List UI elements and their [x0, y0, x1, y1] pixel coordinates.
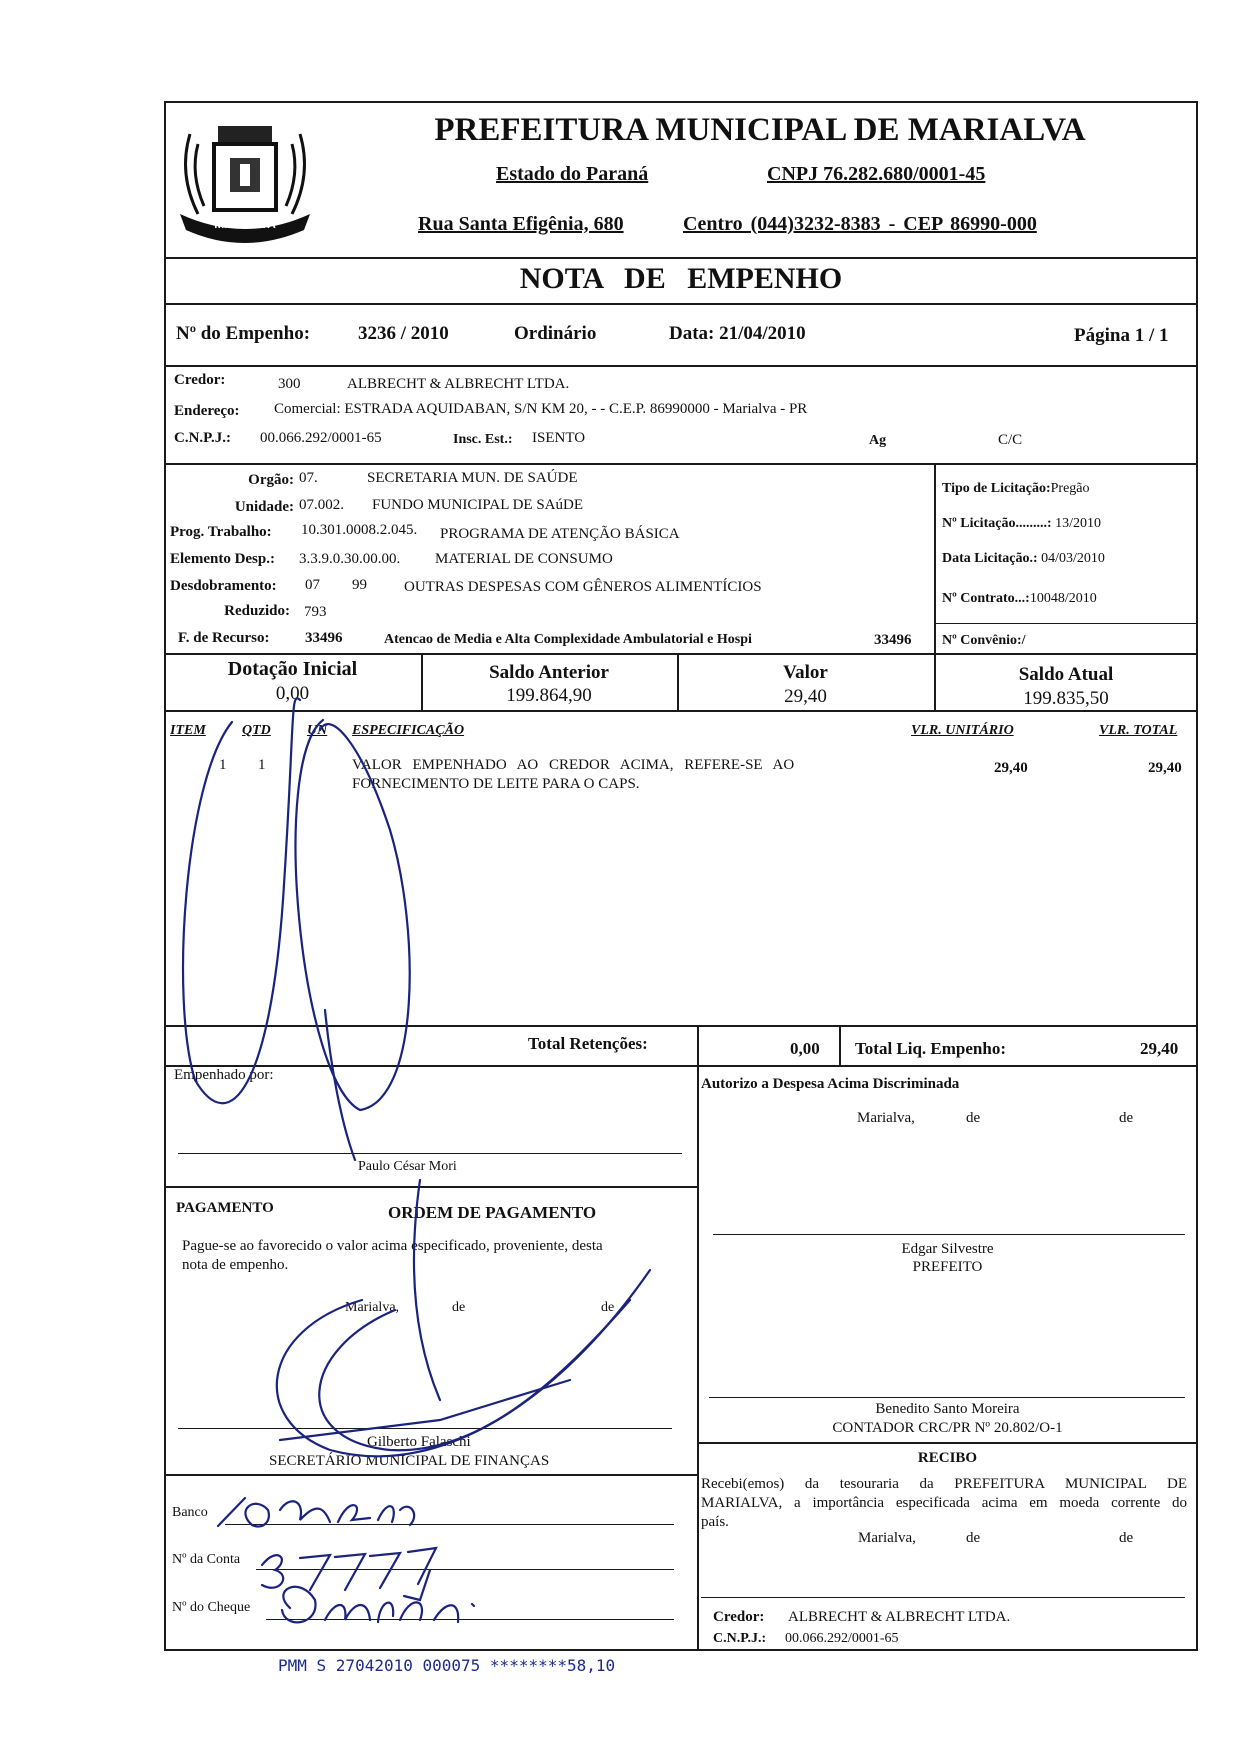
signature-line	[709, 1397, 1185, 1398]
empenho-date: Data: 21/04/2010	[669, 323, 806, 344]
saldo-anterior-label: Saldo Anterior	[489, 662, 609, 683]
numero-licitacao: Nº Licitação.........: 13/2010	[942, 516, 1101, 531]
elemento-label: Elemento Desp.:	[170, 551, 275, 567]
signature-line	[178, 1428, 672, 1429]
orgao-code: 07.	[299, 470, 318, 486]
autorizo-place: Marialva,	[857, 1110, 915, 1126]
divider	[697, 1442, 1198, 1444]
contador-signer: Benedito Santo Moreira	[875, 1401, 1020, 1417]
saldo-atual-value: 199.835,50	[1023, 688, 1109, 709]
divider	[164, 653, 1198, 655]
recibo-line-3: país.	[701, 1514, 729, 1530]
recurso-name: Atencao de Media e Alta Complexidade Ambulatorial e Hospi	[384, 632, 752, 647]
saldo-atual-label: Saldo Atual	[1018, 664, 1114, 685]
divider	[839, 1025, 841, 1065]
pagamento-de-2: de	[601, 1300, 615, 1315]
valor-value: 29,40	[784, 686, 827, 707]
recibo-de-2: de	[1119, 1530, 1134, 1546]
orgao-label: Orgão:	[248, 472, 294, 488]
page-title: PREFEITURA MUNICIPAL DE MARIALVA	[434, 112, 1086, 148]
pagamento-place: Marialva,	[345, 1300, 400, 1315]
divider	[934, 623, 1198, 624]
pagamento-title: PAGAMENTO	[176, 1200, 274, 1216]
row-qtd: 1	[258, 757, 266, 773]
prog-code: 10.301.0008.2.045.	[301, 522, 418, 538]
data-licitacao: Data Licitação.: 04/03/2010	[942, 551, 1105, 566]
dotacao-value: 0,00	[275, 683, 310, 704]
credor-label: Credor:	[174, 372, 226, 388]
desdobramento-sub: 99	[352, 577, 367, 593]
document-title: NOTA DE EMPENHO	[519, 262, 843, 295]
saldo-anterior-value: 199.864,90	[506, 685, 592, 706]
elemento-name: MATERIAL DE CONSUMO	[435, 551, 613, 567]
recibo-cnpj: 00.066.292/0001-65	[785, 1631, 899, 1646]
seal-text: MARIALVA	[214, 217, 276, 231]
municipal-seal	[170, 104, 320, 254]
divider	[164, 1186, 697, 1188]
pagamento-text-1: Pague-se ao favorecido o valor acima especificado, proveniente, desta	[182, 1238, 603, 1254]
conta-field-line	[256, 1569, 674, 1570]
recibo-de-1: de	[966, 1530, 981, 1546]
retencoes-label: Total Retenções:	[528, 1034, 648, 1053]
divider	[164, 1474, 697, 1476]
row-spec-line-1: VALOR EMPENHADO AO CREDOR ACIMA, REFERE-SE AO	[352, 757, 795, 773]
row-spec-line-2: FORNECIMENTO DE LEITE PARA O CAPS.	[352, 776, 640, 792]
divider	[164, 303, 1198, 305]
credor-code: 300	[278, 376, 301, 392]
autorizo-de-1: de	[966, 1110, 981, 1126]
divider	[164, 710, 1198, 712]
cnpj-header: CNPJ 76.282.680/0001-45	[767, 163, 986, 185]
address-label: Endereço:	[174, 403, 240, 419]
state-name: Estado do Paraná	[496, 163, 649, 185]
desdobramento-code: 07	[305, 577, 320, 593]
desdobramento-name: OUTRAS DESPESAS COM GÊNEROS ALIMENTÍCIOS	[404, 579, 762, 595]
row-item: 1	[219, 757, 227, 773]
prog-name: PROGRAMA DE ATENÇÃO BÁSICA	[440, 526, 680, 542]
recibo-title: RECIBO	[917, 1450, 978, 1466]
recibo-place: Marialva,	[858, 1530, 916, 1546]
empenho-type: Ordinário	[514, 323, 597, 344]
signature-line	[713, 1234, 1185, 1235]
col-item: ITEM	[170, 723, 206, 738]
desdobramento-label: Desdobramento:	[170, 578, 277, 594]
unidade-label: Unidade:	[234, 499, 294, 515]
prog-label: Prog. Trabalho:	[170, 524, 272, 540]
reduzido-label: Reduzido:	[224, 603, 290, 619]
autorizo-de-2: de	[1119, 1110, 1134, 1126]
divider	[164, 463, 1198, 465]
pagamento-text-2: nota de empenho.	[182, 1257, 289, 1273]
liquido-value: 29,40	[1140, 1039, 1179, 1058]
unidade-name: FUNDO MUNICIPAL DE SAúDE	[372, 497, 583, 513]
payment-stamp: PMM S 27042010 000075 ********58,10	[278, 1656, 616, 1675]
recibo-credor-label: Credor:	[713, 1609, 765, 1625]
col-qtd: QTD	[242, 723, 271, 738]
banco-label: Banco	[172, 1505, 208, 1520]
banco-field-line	[225, 1524, 674, 1525]
dotacao-label: Dotação Inicial	[227, 658, 358, 680]
financas-role: SECRETÁRIO MUNICIPAL DE FINANÇAS	[269, 1453, 550, 1469]
divider	[164, 257, 1198, 259]
insc-label: Insc. Est.:	[453, 432, 513, 447]
cheque-label: Nº do Cheque	[172, 1600, 251, 1615]
orgao-name: SECRETARIA MUN. DE SAÚDE	[367, 470, 578, 486]
credor-name: ALBRECHT & ALBRECHT LTDA.	[347, 376, 570, 392]
row-total: 29,40	[1148, 760, 1182, 776]
tipo-licitacao: Tipo de Licitação:Pregão	[942, 481, 1090, 496]
col-especificacao: ESPECIFICAÇÃO	[352, 723, 465, 738]
ordem-pagamento-title: ORDEM DE PAGAMENTO	[388, 1203, 597, 1222]
valor-label: Valor	[783, 662, 828, 683]
col-vlr-total: VLR. TOTAL	[1099, 723, 1178, 738]
signature-line	[701, 1597, 1185, 1598]
credor-cnpj-label: C.N.P.J.:	[174, 430, 231, 446]
page-number: Página 1 / 1	[1074, 325, 1169, 346]
divider	[697, 1065, 699, 1651]
conta-label: Nº da Conta	[172, 1552, 241, 1567]
divider	[164, 1065, 1198, 1067]
credor-address: Comercial: ESTRADA AQUIDABAN, S/N KM 20, - - C.E.P. 86990000 - Marialva - PR	[274, 401, 808, 417]
recurso-label: F. de Recurso:	[178, 630, 270, 646]
unidade-code: 07.002.	[299, 497, 344, 513]
recibo-credor: ALBRECHT & ALBRECHT LTDA.	[788, 1609, 1011, 1625]
signature-line	[178, 1153, 682, 1154]
row-unit-price: 29,40	[994, 760, 1028, 776]
numero-convenio: Nº Convênio:/	[942, 633, 1026, 648]
district-phone-cep: Centro (044)3232-8383 - CEP 86990-000	[683, 213, 1037, 235]
street-address: Rua Santa Efigênia, 680	[418, 213, 624, 235]
empenho-number: 3236 / 2010	[358, 323, 449, 344]
col-vlr-unitario: VLR. UNITÁRIO	[911, 723, 1014, 738]
recurso-code: 33496	[305, 630, 343, 646]
pagamento-de-1: de	[452, 1300, 466, 1315]
col-un: UN	[307, 723, 328, 738]
divider	[934, 463, 936, 653]
divider	[164, 365, 1198, 367]
empenhado-label: Empenhado por:	[174, 1067, 274, 1083]
insc-value: ISENTO	[532, 430, 586, 446]
empenho-label: Nº do Empenho:	[176, 323, 311, 344]
cheque-field-line	[266, 1619, 674, 1620]
recurso-code-2: 33496	[874, 632, 912, 648]
divider	[697, 1025, 699, 1065]
financas-signer: Gilberto Falaschi	[367, 1434, 471, 1450]
liquido-label: Total Liq. Empenho:	[855, 1039, 1006, 1058]
divider	[164, 1025, 1198, 1027]
recibo-cnpj-label: C.N.P.J.:	[713, 1631, 767, 1646]
recibo-line-2: MARIALVA, a importância especificada acima em moeda corrente do	[701, 1495, 1187, 1511]
ag-label: Ag	[869, 433, 887, 448]
contador-role: CONTADOR CRC/PR Nº 20.802/O-1	[832, 1420, 1063, 1436]
recibo-line-1: Recebi(emos) da tesouraria da PREFEITURA MUNICIPAL DE	[701, 1476, 1187, 1492]
prefeito-role: PREFEITO	[912, 1259, 983, 1275]
credor-cnpj: 00.066.292/0001-65	[260, 430, 382, 446]
cc-label: C/C	[998, 432, 1023, 448]
empenhado-signer: Paulo César Mori	[358, 1159, 457, 1174]
numero-contrato: Nº Contrato...:10048/2010	[942, 591, 1097, 606]
autorizo-title: Autorizo a Despesa Acima Discriminada	[701, 1076, 960, 1092]
retencoes-value: 0,00	[790, 1039, 820, 1058]
reduzido-value: 793	[304, 604, 327, 620]
elemento-code: 3.3.9.0.30.00.00.	[299, 551, 401, 567]
prefeito-signer: Edgar Silvestre	[901, 1241, 994, 1257]
